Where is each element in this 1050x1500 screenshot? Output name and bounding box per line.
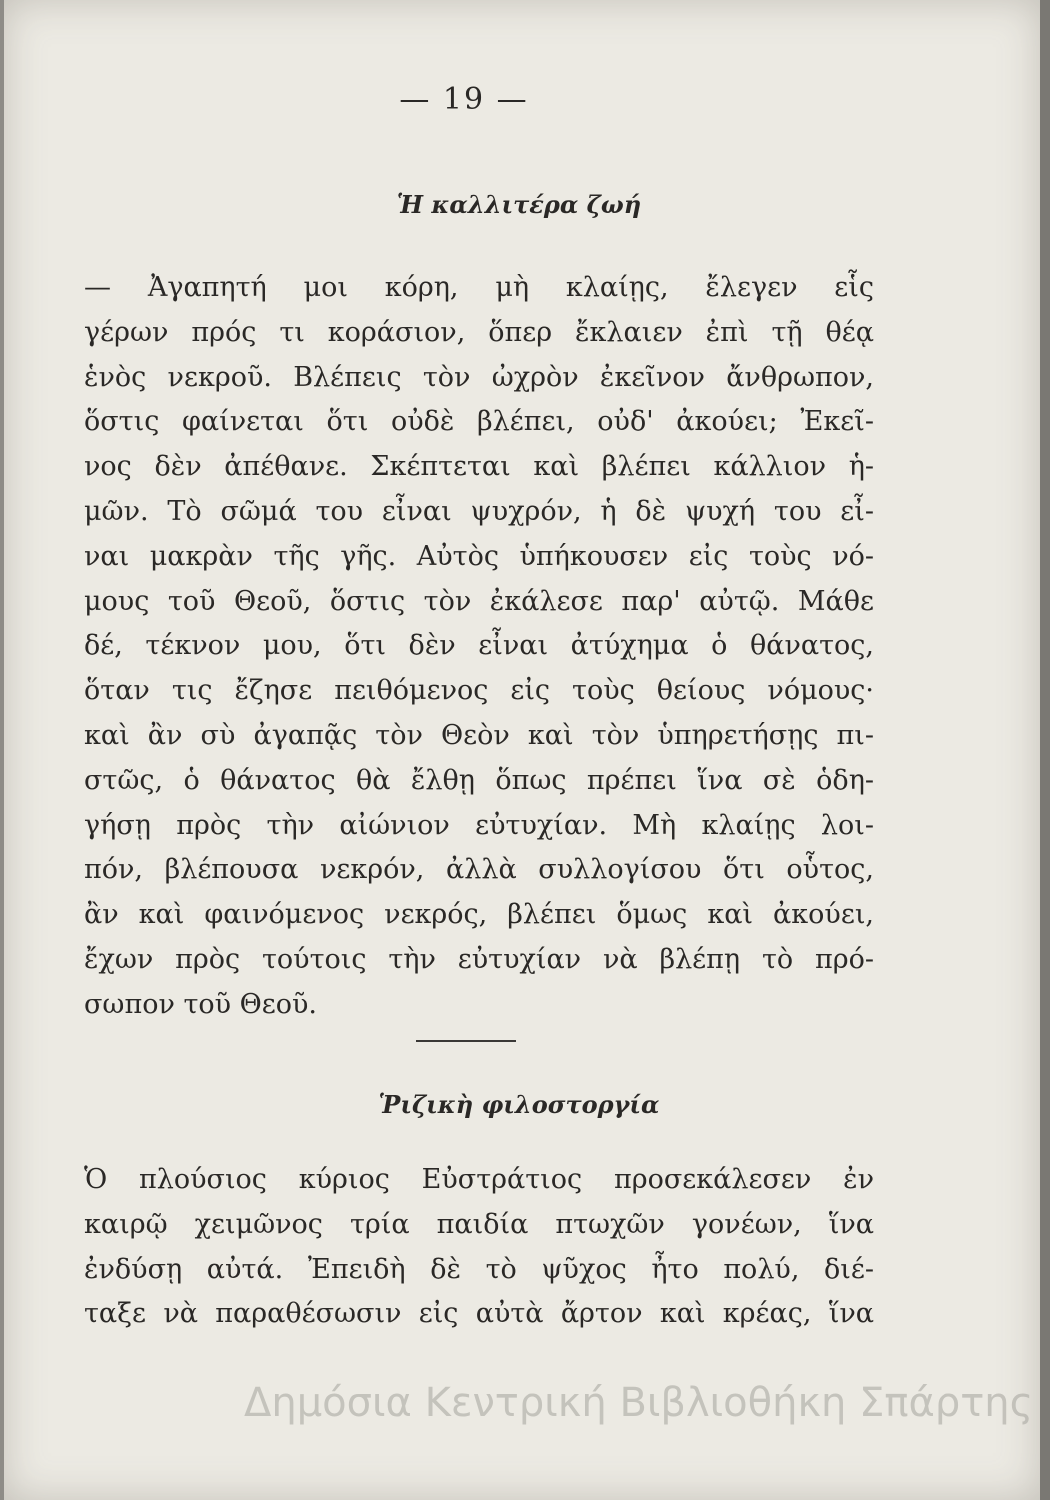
text-line: μους τοῦ Θεοῦ, ὅστις τὸν ἐκάλεσε παρ' αὐτῷ. Μάθε: [84, 585, 874, 617]
text-line: ὅταν τις ἔζησε πειθόμενος εἰς τοὺς θείους νόμους·: [84, 675, 874, 707]
section-divider: [416, 1040, 516, 1042]
text-line: πόν, βλέπουσα νεκρόν, ἀλλὰ συλλογίσου ὅτι οὗτος,: [84, 854, 874, 886]
section-title: Ῥιζικὴ φιλοστοργία: [378, 1090, 660, 1119]
text-line: ἐνδύσῃ αὐτά. Ἐπειδὴ δὲ τὸ ψῦχος ἦτο πολύ, διέ-: [84, 1253, 874, 1285]
text-line: μῶν. Τὸ σῶμά του εἶναι ψυχρόν, ἡ δὲ ψυχή του εἶ-: [84, 495, 874, 527]
text-line: ταξε νὰ παραθέσωσιν εἰς αὐτὰ ἄρτον καὶ κρέας, ἵνα: [84, 1298, 874, 1330]
text-line: γέρων πρός τι κοράσιον, ὅπερ ἔκλαιεν ἐπὶ τῇ θέᾳ: [84, 316, 874, 348]
section-body: [84, 1158, 874, 1337]
section-title: Ἡ καλλιτέρα ζωή: [396, 190, 642, 219]
page-edge: [1040, 0, 1050, 1500]
text-line: ναι μακρὰν τῆς γῆς. Αὐτὸς ὑπήκουσεν εἰς τοὺς νό-: [84, 540, 874, 572]
text-line: σωπον τοῦ Θεοῦ.: [84, 988, 318, 1020]
text-line: δέ, τέκνον μου, ὅτι δὲν εἶναι ἀτύχημα ὁ θάνατος,: [84, 630, 874, 662]
library-watermark: Δημόσια Κεντρική Βιβλιοθήκη Σπάρτης: [244, 1380, 1034, 1426]
page-number: — 19 —: [399, 82, 529, 117]
text-line: ἔχων πρὸς τούτοις τὴν εὐτυχίαν νὰ βλέπῃ τὸ πρό-: [84, 943, 874, 975]
text-line: νος δὲν ἀπέθανε. Σκέπτεται καὶ βλέπει κάλλιον ἡ-: [84, 451, 874, 483]
text-line: Ὁ πλούσιος κύριος Εὐστράτιος προσεκάλεσεν ἐν: [84, 1164, 874, 1195]
book-page: [4, 0, 1040, 1500]
section-body: [84, 266, 874, 1028]
text-line: στῶς, ὁ θάνατος θὰ ἔλθῃ ὅπως πρέπει ἵνα σὲ ὁδη-: [84, 764, 874, 796]
text-line: ἂν καὶ φαινόμενος νεκρός, βλέπει ὅμως καὶ ἀκούει,: [84, 899, 874, 931]
text-line: ὅστις φαίνεται ὅτι οὐδὲ βλέπει, οὐδ' ἀκούει; Ἐκεῖ-: [84, 406, 874, 438]
text-line: — Ἀγαπητή μοι κόρη, μὴ κλαίῃς, ἔλεγεν εἷς: [84, 272, 874, 303]
text-line: καιρῷ χειμῶνος τρία παιδία πτωχῶν γονέων, ἵνα: [84, 1208, 874, 1240]
text-line: γήσῃ πρὸς τὴν αἰώνιον εὐτυχίαν. Μὴ κλαίῃς λοι-: [84, 809, 874, 841]
text-line: καὶ ἂν σὺ ἀγαπᾷς τὸν Θεὸν καὶ τὸν ὑπηρετήσῃς πι-: [84, 719, 874, 751]
text-line: ἑνὸς νεκροῦ. Βλέπεις τὸν ὠχρὸν ἐκεῖνον ἄνθρωπον,: [84, 361, 874, 393]
